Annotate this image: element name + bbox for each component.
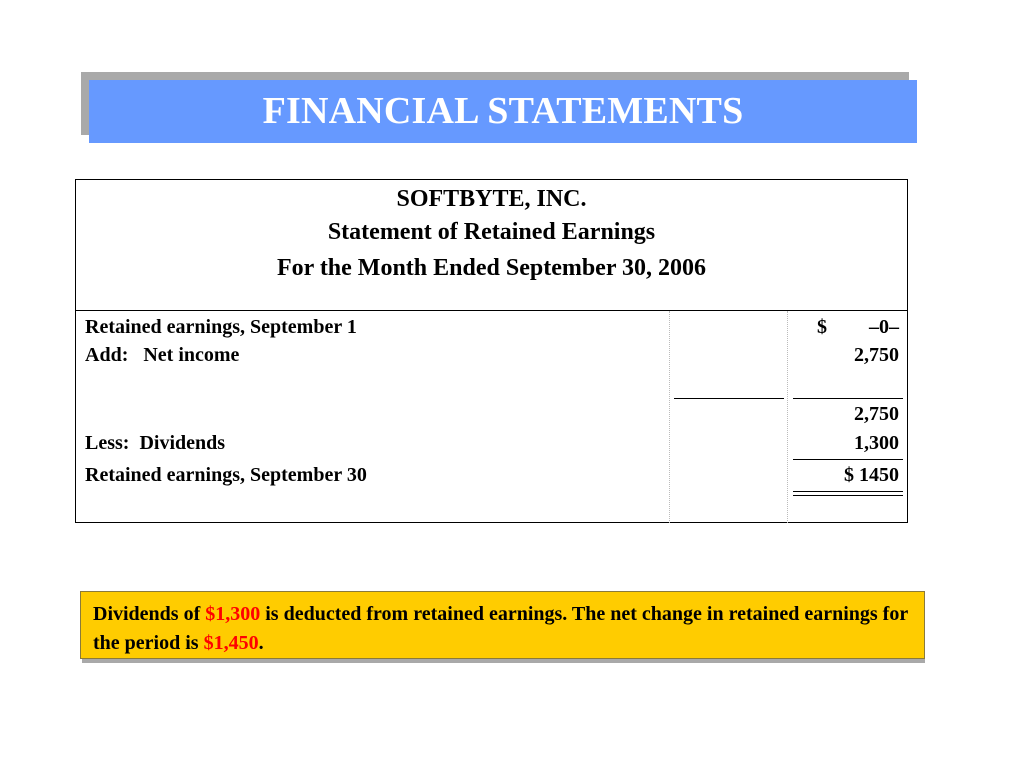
note-text: Dividends of [93,603,206,625]
slide-title: FINANCIAL STATEMENTS [89,80,917,143]
retained-earnings-statement [75,179,908,523]
note-text: . [258,632,264,654]
note-dividends-amount: $1,300 [205,603,261,625]
amount-dividends: 1,300 [854,432,899,454]
dollar-sign: $ [817,316,827,338]
double-underline-bottom [793,495,903,496]
amount-subtotal: 2,750 [854,403,899,425]
underline-middle-column [674,398,784,399]
amount-net-income: 2,750 [854,344,899,366]
column-divider [787,311,788,523]
underline-dividends [793,459,903,460]
row-label-net-income: Add: Net income [85,344,240,366]
note-text: is deducted from retained earnings. The net change in retained earnings for the period is [93,603,908,654]
row-label-opening: Retained earnings, September 1 [85,316,357,338]
statement-header [76,180,907,311]
company-name: SOFTBYTE, INC. [396,186,587,212]
note-net-change-amount: $1,450 [203,632,259,654]
double-underline-top [793,491,903,492]
underline-right-column [793,398,903,399]
row-label-dividends: Less: Dividends [85,432,226,454]
amount-closing: $ 1450 [844,464,899,486]
amount-opening: –0– [869,316,899,338]
column-divider [669,311,670,523]
statement-period: For the Month Ended September 30, 2006 [276,255,707,281]
statement-name: Statement of Retained Earnings [327,219,656,245]
explanation-note [80,591,925,659]
row-label-closing: Retained earnings, September 30 [85,464,367,486]
